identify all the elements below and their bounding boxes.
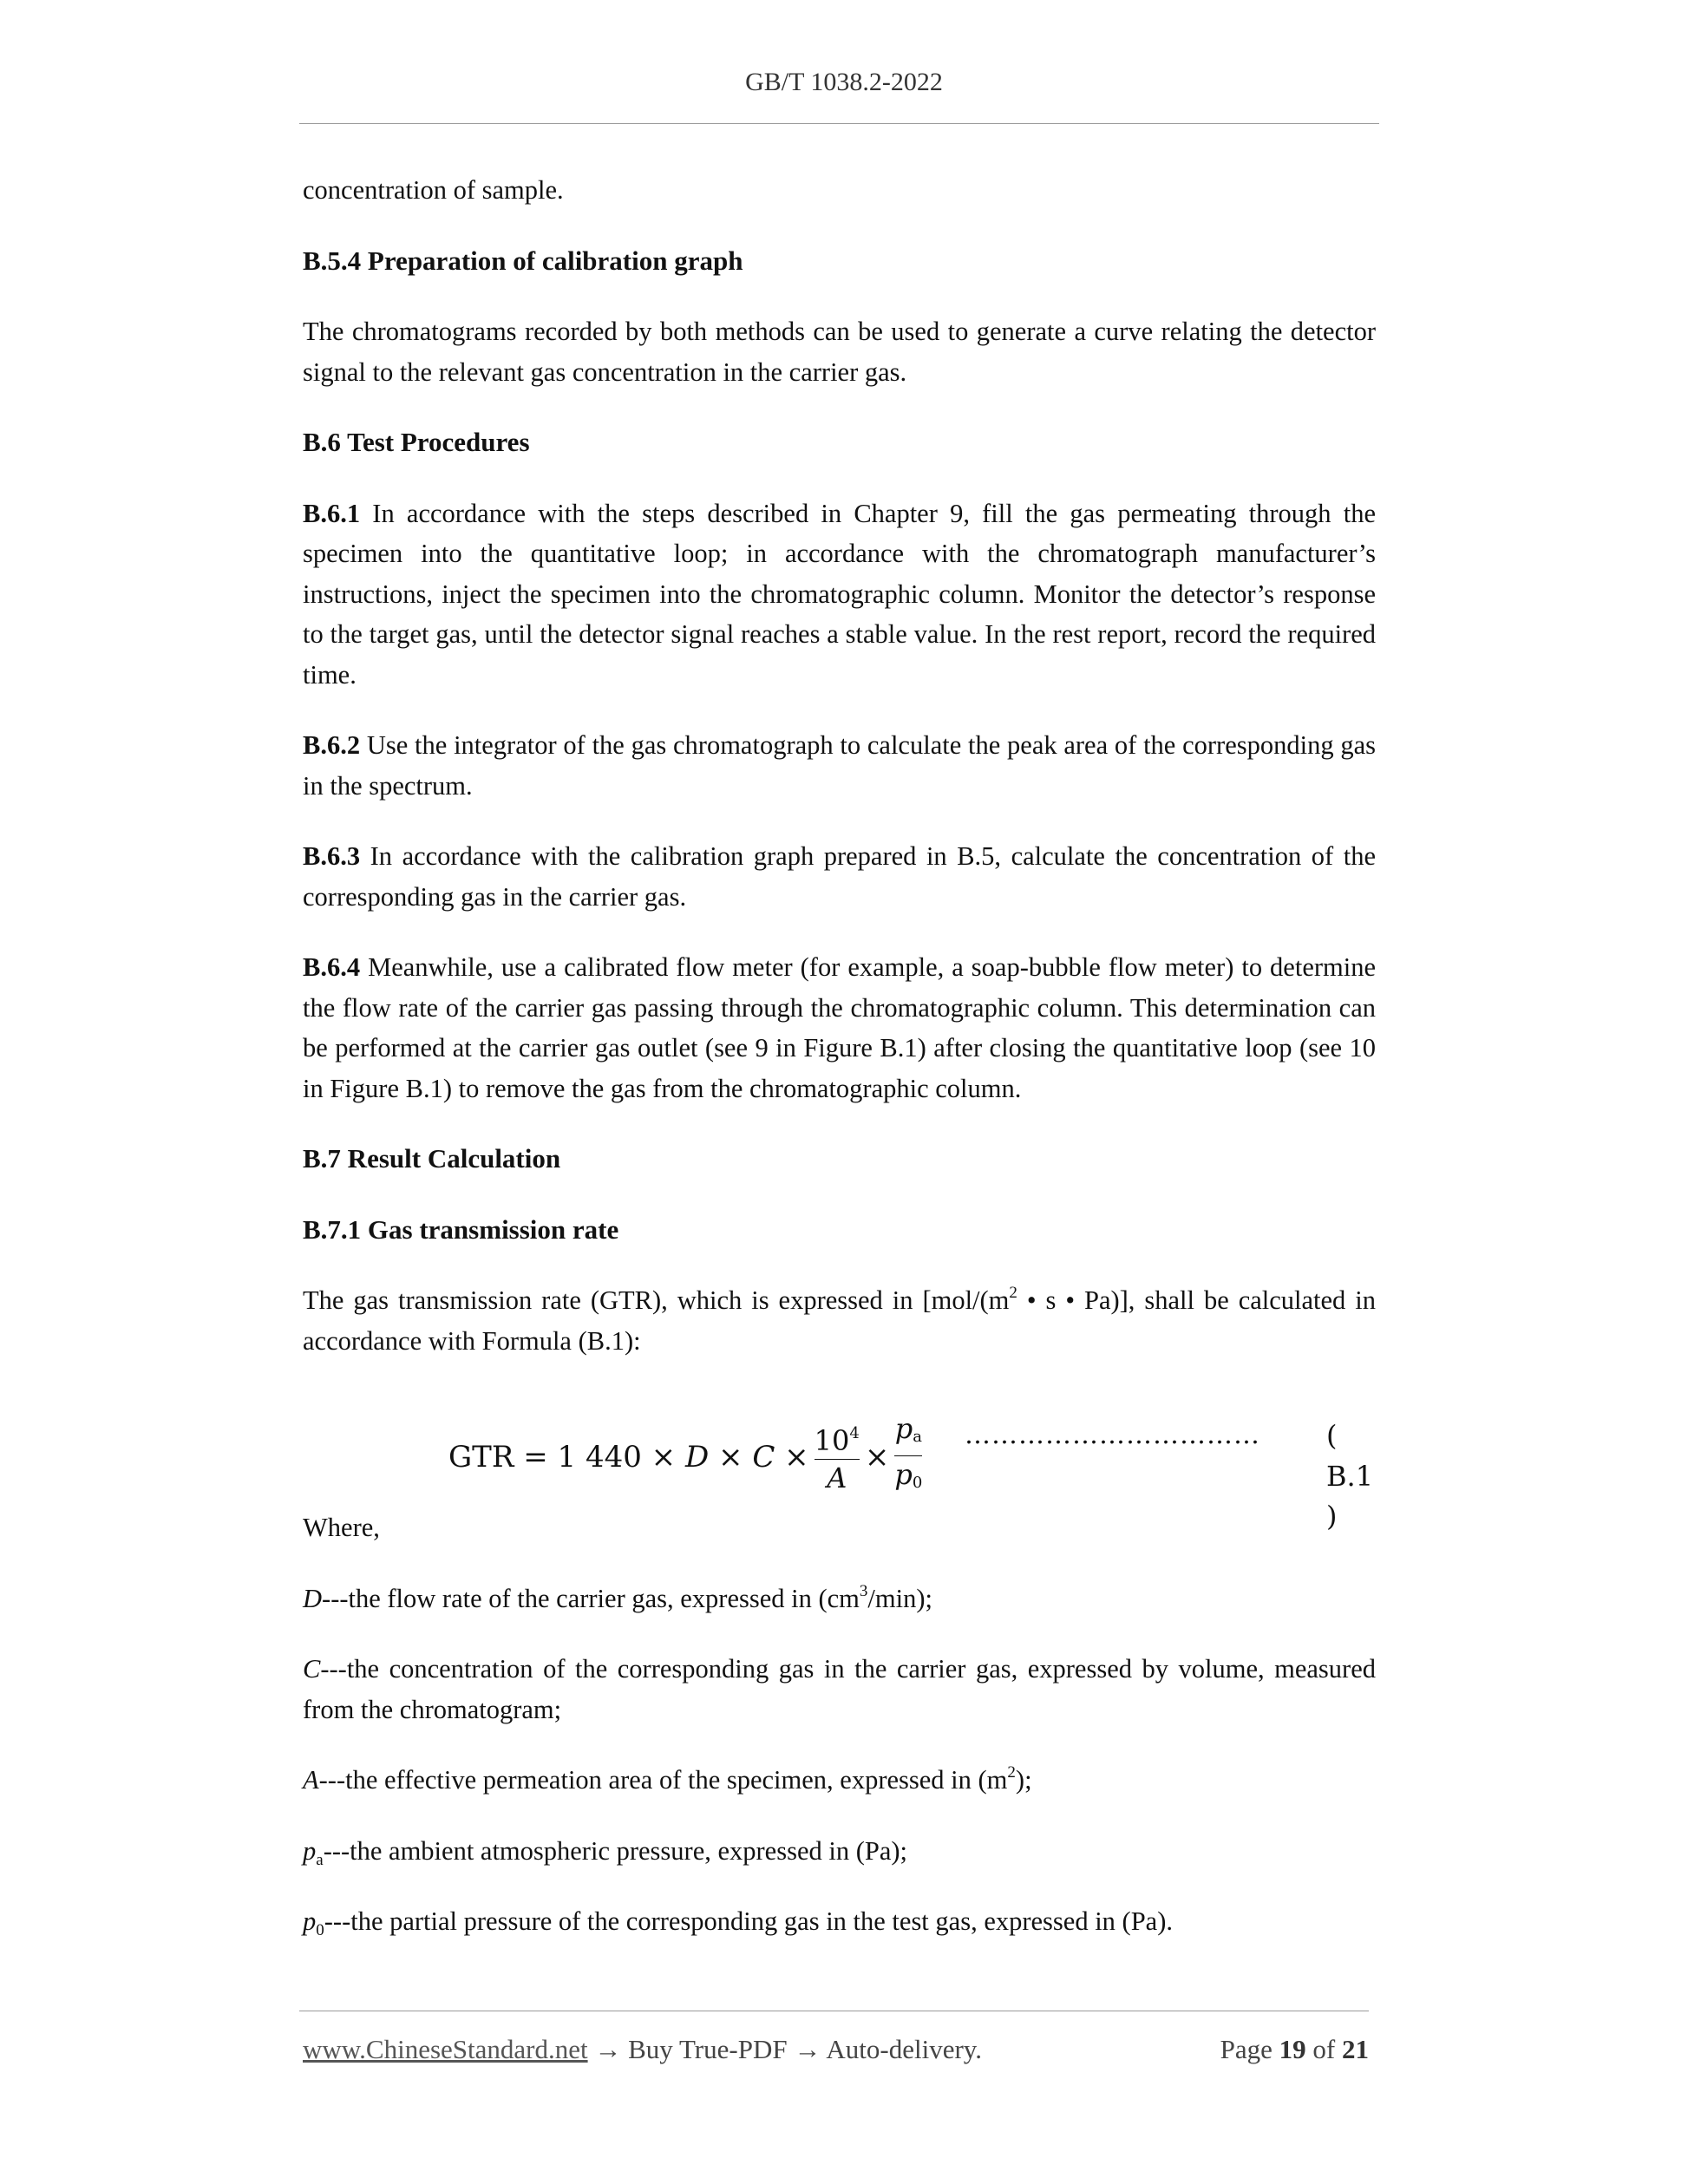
document-body xyxy=(303,170,1376,1972)
page-indicator xyxy=(1220,2034,1369,2065)
page-header-title: GB/T 1038.2-2022 xyxy=(745,68,943,96)
paragraph-gtr xyxy=(303,1280,1376,1361)
fraction-2-numerator xyxy=(895,1412,922,1454)
symbol-c: C xyxy=(303,1654,321,1684)
clause-number-b64: B.6.4 xyxy=(303,952,361,982)
symbol-d: D xyxy=(303,1583,323,1613)
heading-b7: B.7 Result Calculation xyxy=(303,1143,561,1174)
fraction-2-den-symbol: p xyxy=(894,1458,913,1491)
footer-delivery-text: Auto-delivery. xyxy=(826,2034,983,2064)
formula-lhs: GTR = 1 440 × xyxy=(448,1440,685,1475)
symbol-p0-subscript: 0 xyxy=(316,1921,324,1939)
symbol-pa-subscript: a xyxy=(316,1850,324,1869)
fraction-1-num-exponent: 4 xyxy=(849,1424,860,1442)
symbol-a: A xyxy=(303,1765,319,1795)
site-link[interactable]: www.ChineseStandard.net xyxy=(303,2034,588,2064)
formula-var-d: D xyxy=(684,1440,710,1475)
definition-d xyxy=(303,1579,1376,1619)
clause-text-b62: Use the integrator of the gas chromatograph to calculate the peak area of the corresponding gas in the spectrum. xyxy=(303,730,1376,801)
definition-a xyxy=(303,1760,1376,1801)
fraction-2-den-subscript: 0 xyxy=(912,1474,923,1492)
symbol-pa: p xyxy=(303,1835,317,1866)
formula-fraction-2 xyxy=(894,1412,922,1500)
definition-a-text-a: ---the effective permeation area of the specimen, expressed in (m xyxy=(318,1765,1008,1795)
definition-c-text: ---the concentration of the corresponding gas in the carrier gas, expressed by volume, measured from the chromatogram; xyxy=(303,1654,1376,1724)
clause-number-b61: B.6.1 xyxy=(303,498,361,528)
formula-fraction-1 xyxy=(815,1417,860,1494)
heading-b54: B.5.4 Preparation of calibration graph xyxy=(303,245,743,276)
definition-p0-text: ---the partial pressure of the corresponding gas in the test gas, expressed in (Pa). xyxy=(324,1906,1173,1936)
fraction-2-num-subscript: a xyxy=(913,1428,922,1446)
paragraph-b61 xyxy=(303,494,1376,696)
definition-c xyxy=(303,1649,1376,1730)
formula-leader-dots: …………………………… xyxy=(965,1420,1260,1450)
definition-a-superscript: 2 xyxy=(1007,1763,1016,1782)
formula-expression xyxy=(448,1414,927,1501)
clause-text-b61: In accordance with the steps described in Chapter 9, fill the gas permeating through the specimen into the quantitative loop; in accordance with the chromatograph manufacturer’s instructions, inject the specimen into the chromatographic column. Monitor the detector’s response to the target gas, until the detector signal reaches a stable value. In the rest report, record the required time. xyxy=(303,498,1376,690)
arrow-icon: → xyxy=(787,2034,827,2064)
formula-times-1: × xyxy=(709,1440,753,1475)
paragraph-intro: concentration of sample. xyxy=(303,175,564,205)
gtr-text-a: The gas transmission rate (GTR), which is expressed in [mol/(m xyxy=(303,1285,1010,1315)
definition-d-text-a: ---the flow rate of the carrier gas, expressed in (cm xyxy=(322,1583,860,1613)
fraction-1-num-base: 10 xyxy=(814,1424,850,1457)
gtr-superscript: 2 xyxy=(1009,1284,1017,1302)
clause-number-b62: B.6.2 xyxy=(303,730,361,760)
clause-text-b64: Meanwhile, use a calibrated flow meter (for example, a soap-bubble flow meter) to determine the flow rate of the carrier gas passing through the chromatographic column. This determination can be performed at the carrier gas outlet (see 9 in Figure B.1) after closing the quantitative loop (see 10 in Figure B.1) to remove the gas from the chromatographic column. xyxy=(303,952,1376,1103)
definition-pa xyxy=(303,1831,1376,1872)
formula-var-c: C xyxy=(752,1440,775,1475)
paragraph-b64 xyxy=(303,947,1376,1108)
fraction-2-denominator xyxy=(894,1458,922,1500)
page-label: Page xyxy=(1220,2034,1279,2064)
paragraph-where: Where, xyxy=(303,1513,380,1542)
definition-p0 xyxy=(303,1901,1376,1942)
page-of-label: of xyxy=(1305,2034,1342,2064)
definition-d-text-b: /min); xyxy=(867,1583,932,1613)
footer-buy-text: Buy True-PDF xyxy=(628,2034,788,2064)
gtr-text-b: • s • Pa)], shall be calculated in accordance with Formula (B.1): xyxy=(303,1285,1376,1356)
fraction-1-numerator xyxy=(815,1417,860,1457)
formula-number: ( B.1 ) xyxy=(1326,1419,1374,1533)
heading-b6: B.6 Test Procedures xyxy=(303,427,530,457)
symbol-p0: p xyxy=(303,1906,317,1936)
fraction-2-num-symbol: p xyxy=(894,1412,913,1445)
paragraph-b62 xyxy=(303,725,1376,806)
definition-a-text-b: ); xyxy=(1015,1765,1032,1795)
clause-number-b63: B.6.3 xyxy=(303,841,361,871)
heading-b71: B.7.1 Gas transmission rate xyxy=(303,1213,619,1245)
page-total: 21 xyxy=(1342,2034,1369,2064)
paragraph-b63 xyxy=(303,836,1376,917)
definition-pa-text: ---the ambient atmospheric pressure, expressed in (Pa); xyxy=(323,1835,907,1866)
header-divider xyxy=(299,123,1379,124)
fraction-1-bar xyxy=(815,1459,860,1460)
paragraph-b54: The chromatograms recorded by both methods can be used to generate a curve relating the detector signal to the relevant gas concentration in the carrier gas. xyxy=(303,317,1376,387)
formula-times-3: × xyxy=(864,1440,890,1475)
footer-promo xyxy=(303,2034,982,2065)
arrow-icon: → xyxy=(587,2034,629,2064)
definition-d-superscript: 3 xyxy=(859,1581,868,1600)
fraction-1-denominator: A xyxy=(827,1461,847,1494)
clause-text-b63: In accordance with the calibration graph prepared in B.5, calculate the concentration of the corresponding gas in the carrier gas. xyxy=(303,841,1376,912)
page-number: 19 xyxy=(1279,2034,1306,2064)
fraction-2-bar xyxy=(894,1455,922,1456)
formula-times-2: × xyxy=(775,1440,809,1475)
